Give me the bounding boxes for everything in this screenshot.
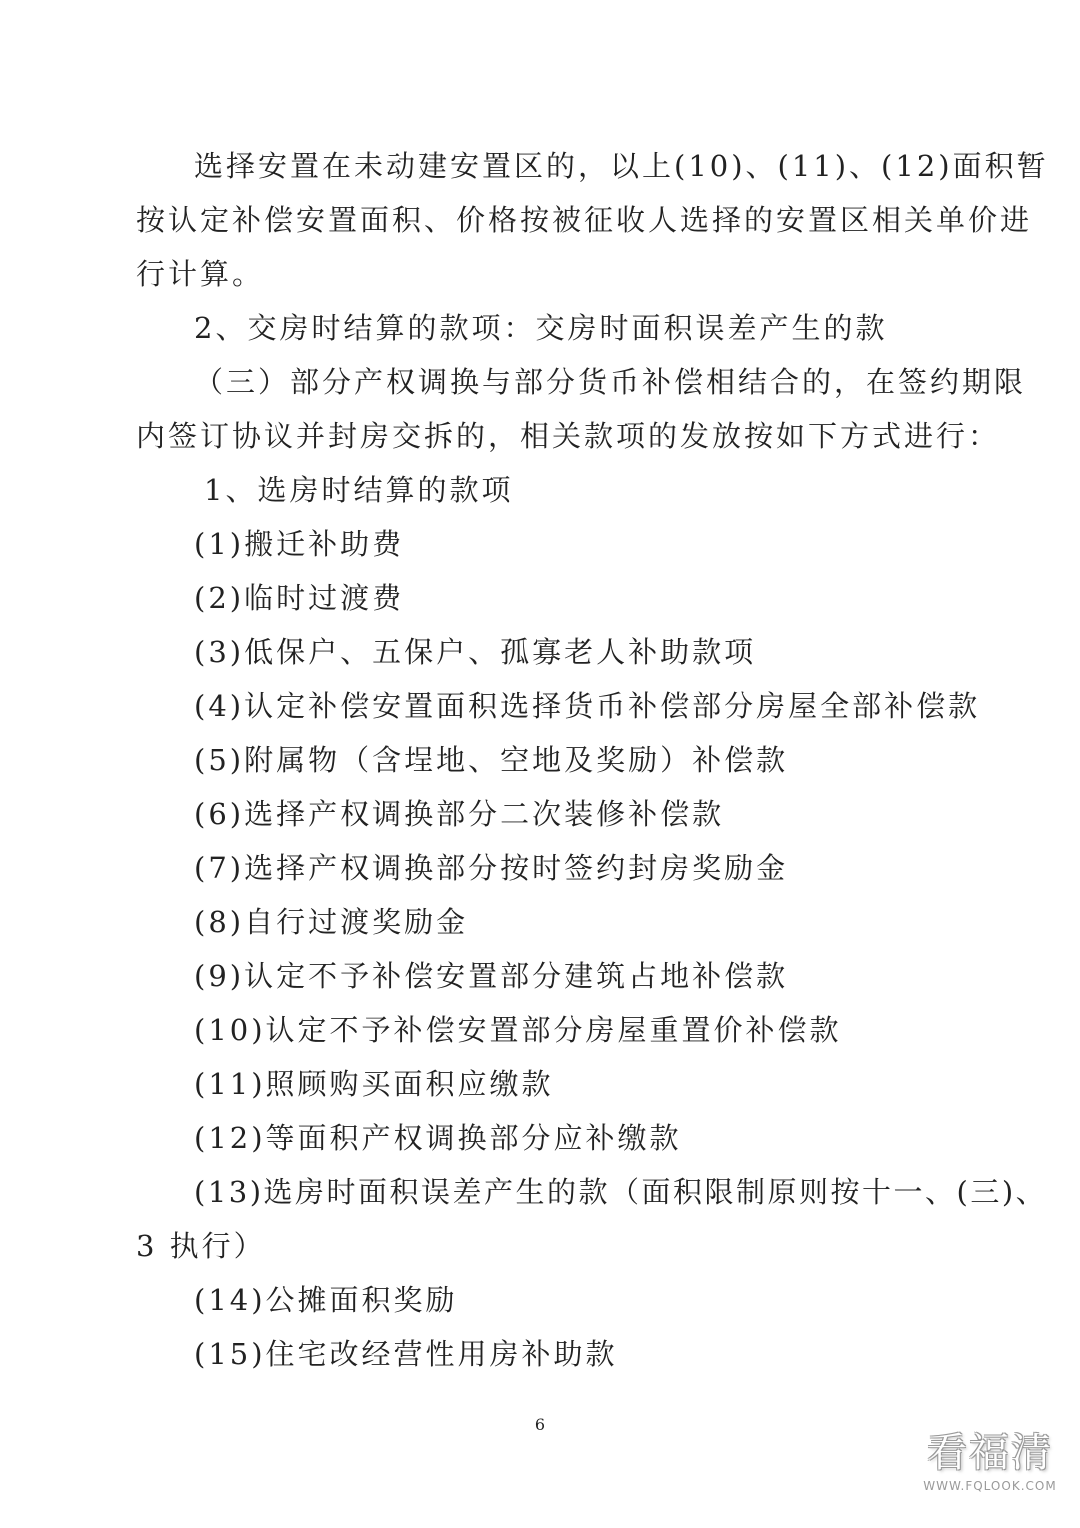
list-item-14: (14)公摊面积奖励 (194, 1283, 458, 1317)
section-three-line-1: （三）部分产权调换与部分货币补偿相结合的，在签约期限 (194, 365, 1027, 399)
paragraph-line-2: 按认定补偿安置面积、价格按被征收人选择的安置区相关单价进 (136, 203, 1033, 237)
selection-settlement-heading: 1、选房时结算的款项 (204, 473, 514, 507)
section-three-line-2: 内签订协议并封房交拆的，相关款项的发放按如下方式进行： (136, 419, 1001, 453)
list-item-13: (13)选房时面积误差产生的款（面积限制原则按十一、(三)、 (194, 1175, 1048, 1209)
paragraph-line-3: 行计算。 (136, 257, 265, 291)
list-item-3: (3)低保户、五保户、孤寡老人补助款项 (194, 635, 757, 669)
list-item-6: (6)选择产权调换部分二次装修补偿款 (194, 797, 725, 831)
paragraph-line-1: 选择安置在未动建安置区的，以上(10)、(11)、(12)面积暂 (194, 149, 1049, 183)
delivery-settlement-heading: 2、交房时结算的款项：交房时面积误差产生的款 (194, 311, 888, 345)
site-watermark (910, 1428, 1070, 1518)
list-item-5: (5)附属物（含埕地、空地及奖励）补偿款 (194, 743, 789, 777)
watermark-url: WWW.FQLOOK.COM (923, 1479, 1057, 1493)
list-item-8: (8)自行过渡奖励金 (194, 905, 469, 939)
list-item-2: (2)临时过渡费 (194, 581, 405, 615)
list-item-1: (1)搬迁补助费 (194, 527, 405, 561)
list-item-9: (9)认定不予补偿安置部分建筑占地补偿款 (194, 959, 789, 993)
list-item-12: (12)等面积产权调换部分应补缴款 (194, 1121, 682, 1155)
watermark-logo-text: 看福清 (927, 1430, 1053, 1476)
list-item-4: (4)认定补偿安置面积选择货币补偿部分房屋全部补偿款 (194, 689, 981, 723)
list-item-15: (15)住宅改经营性用房补助款 (194, 1337, 618, 1371)
page-number: 6 (534, 1415, 546, 1434)
list-item-7: (7)选择产权调换部分按时签约封房奖励金 (194, 851, 789, 885)
list-item-10: (10)认定不予补偿安置部分房屋重置价补偿款 (194, 1013, 842, 1047)
list-item-11: (11)照顾购买面积应缴款 (194, 1067, 554, 1101)
list-item-13-continued: 3 执行） (136, 1229, 266, 1263)
